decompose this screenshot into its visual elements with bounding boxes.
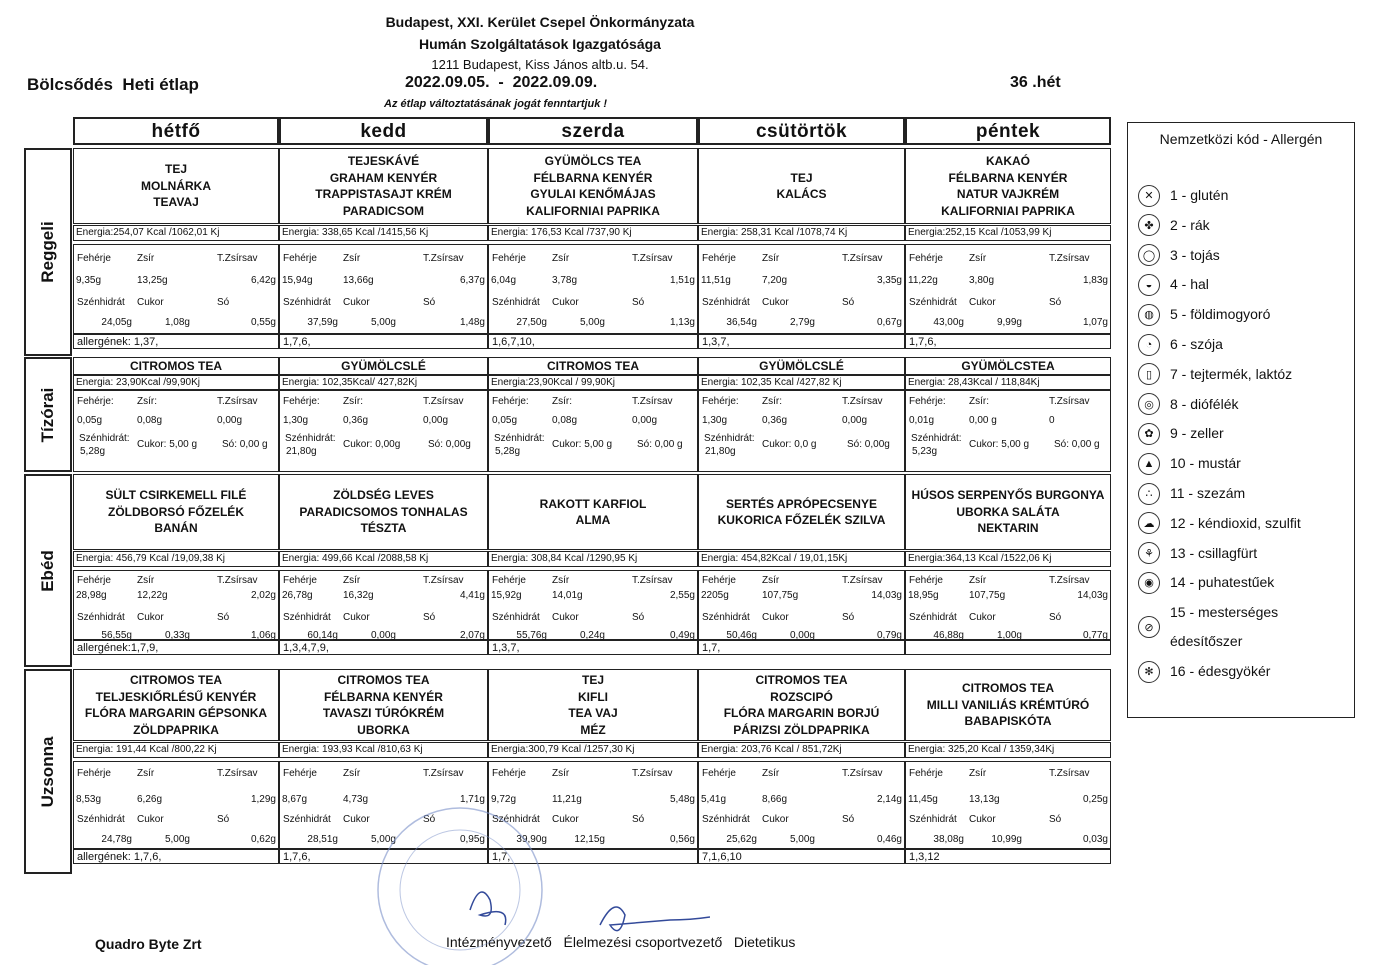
tfat-value: 2,55g [669, 590, 695, 601]
carb-value: 46,88g [933, 630, 964, 641]
carb-value: 5,28g [495, 446, 521, 457]
allergen-legend [1127, 122, 1355, 718]
tfat-value: 14,03g [871, 590, 902, 601]
sugar-value: 5,00g [579, 317, 605, 328]
carb-value: 5,28g [80, 446, 106, 457]
sugar-value: 0,00g [789, 630, 815, 641]
signature-labels: Intézményvezető Élelmezési csoportvezető Dietetikus [446, 934, 796, 950]
carb-value: 24,05g [101, 317, 132, 328]
legend-item: ◍ 5 - földimogyoró [1138, 300, 1270, 329]
protein-value: 0,01g [909, 415, 935, 426]
legend-item: ☁ 12 - kéndioxid, szulfit [1138, 509, 1301, 538]
legend-item: ✕ 1 - glutén [1138, 181, 1228, 210]
nutrition-box: Fehérje: Zsír: T.Zsírsav 0,01g 0,00 g 0 Szénhidrát: 5,23g Cukor: 5,00 g Só: 0,00 g [905, 390, 1111, 472]
salt-value: 1,06g [250, 630, 276, 641]
meal-label-reggeli: Reggeli [24, 148, 72, 356]
energy-row: Energia: 499,66 Kcal /2088,58 Kj [279, 551, 488, 567]
sugar-value: Cukor: 5,00 g [552, 439, 613, 450]
protein-value: 26,78g [282, 590, 313, 601]
licorice-icon: ✻ [1138, 661, 1160, 683]
salt-value: 0,67g [876, 317, 902, 328]
fat-value: 0,36g [343, 415, 369, 426]
salt-value: 1,07g [1082, 317, 1108, 328]
menu-ebed-1: ZÖLDSÉG LEVES PARADICSOMOS TONHALAS TÉSZTA [279, 474, 488, 550]
sugar-value: 5,00g [370, 834, 396, 845]
energy-row: Energia: 203,76 Kcal / 851,72Kj [698, 742, 905, 758]
fat-value: 14,01g [552, 590, 583, 601]
menu-reggeli-1: TEJESKÁVÉ GRAHAM KENYÉR TRAPPISTASAJT KRÉM PARADICSOM [279, 148, 488, 224]
energy-row: Energia: 454,82Kcal / 19,01,15Kj [698, 551, 905, 567]
allergen-row: 1,7,6, [279, 334, 488, 349]
protein-value: 9,72g [491, 794, 517, 805]
allergen-row: 7,1,6,10 [698, 849, 905, 864]
salt-value: Só: 0,00 g [1054, 439, 1100, 450]
sugar-value: 9,99g [996, 317, 1022, 328]
salt-value: 0,03g [1082, 834, 1108, 845]
crab-icon: ✤ [1138, 214, 1160, 236]
tfat-value: 0 [1049, 415, 1055, 426]
mollusc-icon: ◉ [1138, 572, 1160, 594]
energy-row: Energia:23,90Kcal / 99,90Kj [488, 375, 698, 390]
tfat-value: 1,83g [1082, 275, 1108, 286]
carb-value: 39,90g [516, 834, 547, 845]
day-header-3: csütörtök [698, 117, 905, 145]
salt-value: 1,48g [459, 317, 485, 328]
sugar-value: 5,00g [164, 834, 190, 845]
nutrition-box: Fehérje: Zsír: T.Zsírsav 0,05g 0,08g 0,00g Szénhidrát: 5,28g Cukor: 5,00 g Só: 0,00 g [488, 390, 698, 472]
fat-value: 16,32g [343, 590, 374, 601]
protein-value: 18,95g [908, 590, 939, 601]
protein-value: 9,35g [76, 275, 102, 286]
menu-tizorai-3: GYÜMÖLCSLÉ [698, 357, 905, 375]
legend-item: ◎ 8 - diófélék [1138, 390, 1238, 419]
sugar-value: 1,00g [996, 630, 1022, 641]
nutrition-box: Fehérje Zsír T.Zsírsav 11,22g 3,80g 1,83g Szénhidrát Cukor Só 43,00g 9,99g 1,07g [905, 244, 1111, 334]
day-header-2: szerda [488, 117, 698, 145]
menu-reggeli-2: GYÜMÖLCS TEA FÉLBARNA KENYÉR GYULAI KENŐMÁJAS KALIFORNIAI PAPRIKA [488, 148, 698, 224]
energy-row: Energia: 28,43Kcal / 118,84Kj [905, 375, 1111, 390]
carb-value: 21,80g [705, 446, 736, 457]
energy-row: Energia: 23,90Kcal /99,90Kj [73, 375, 279, 390]
nutrition-box: Fehérje Zsír T.Zsírsav 8,67g 4,73g 1,71g Szénhidrát Cukor Só 28,51g 5,00g 0,95g [279, 761, 488, 849]
legend-item: ∴ 11 - szezám [1138, 479, 1245, 508]
nutrition-box: Fehérje Zsír T.Zsírsav 28,98g 12,22g 2,02g Szénhidrát Cukor Só 56,55g 0,33g 1,06g [73, 570, 279, 640]
salt-value: 0,95g [459, 834, 485, 845]
protein-value: 2205g [701, 590, 729, 601]
tfat-value: 1,71g [459, 794, 485, 805]
celery-icon: ✿ [1138, 423, 1160, 445]
tfat-value: 6,37g [459, 275, 485, 286]
energy-row: Energia: 456,79 Kcal /19,09,38 Kj [73, 551, 279, 567]
energy-row: Energia: 325,20 Kcal / 1359,34Kj [905, 742, 1111, 758]
protein-value: 15,94g [282, 275, 313, 286]
sugar-value: 12,15g [574, 834, 605, 845]
salt-value: 0,56g [669, 834, 695, 845]
salt-value: 0,62g [250, 834, 276, 845]
menu-ebed-4: HÚSOS SERPENYŐS BURGONYA UBORKA SALÁTA NEKTARIN [905, 474, 1111, 550]
carb-value: 5,23g [912, 446, 938, 457]
energy-row: Energia: 102,35Kcal/ 427,82Kj [279, 375, 488, 390]
protein-value: 1,30g [702, 415, 728, 426]
legend-item: ✻ 16 - édesgyökér [1138, 657, 1270, 686]
lupin-icon: ⚘ [1138, 542, 1160, 564]
protein-value: 11,45g [908, 794, 938, 805]
week-number: 36 .hét [1010, 74, 1061, 91]
carb-value: 37,59g [307, 317, 338, 328]
tfat-value: 5,48g [669, 794, 695, 805]
energy-row: Energia:252,15 Kcal /1053,99 Kj [905, 225, 1111, 241]
tfat-value: 0,00g [632, 415, 658, 426]
menu-uzsonna-0: CITROMOS TEA TELJESKIŐRLÉSŰ KENYÉR FLÓRA MARGARIN GÉPSONKA ZÖLDPAPRIKA [73, 669, 279, 741]
fat-value: 3,78g [552, 275, 578, 286]
allergen-row: 1,7,6, [905, 334, 1111, 349]
protein-value: 28,98g [76, 590, 107, 601]
milk-icon: ▯ [1138, 363, 1160, 385]
allergen-row: 1,3,12 [905, 849, 1111, 864]
fat-value: 6,26g [137, 794, 163, 805]
allergen-row: 1,3,4,7,9, [279, 640, 488, 655]
sugar-value: 0,00g [370, 630, 396, 641]
fat-value: 13,13g [969, 794, 1000, 805]
allergen-row: allergének: 1,7,6, [73, 849, 279, 864]
energy-row: Energia:254,07 Kcal /1062,01 Kj [73, 225, 279, 241]
meal-label-ebed: Ebéd [24, 474, 72, 667]
fat-value: 0,36g [762, 415, 788, 426]
sugar-value: 1,08g [164, 317, 190, 328]
energy-row: Energia: 191,44 Kcal /800,22 Kj [73, 742, 279, 758]
sugar-value: Cukor: 5,00 g [137, 439, 198, 450]
tfat-value: 0,25g [1082, 794, 1108, 805]
menu-uzsonna-2: TEJ KIFLI TEA VAJ MÉZ [488, 669, 698, 741]
sweetener-icon: ⊘ [1138, 616, 1160, 638]
nutrition-box: Fehérje Zsír T.Zsírsav 15,92g 14,01g 2,55g Szénhidrát Cukor Só 55,76g 0,24g 0,49g [488, 570, 698, 640]
allergen-row: 1,7,6, [279, 849, 488, 864]
meal-label-uzsonna: Uzsonna [24, 669, 72, 874]
carb-value: 36,54g [726, 317, 757, 328]
energy-row: Energia: 102,35 Kcal /427,82 Kj [698, 375, 905, 390]
tfat-value: 2,14g [876, 794, 902, 805]
protein-value: 1,30g [283, 415, 309, 426]
protein-value: 8,67g [282, 794, 308, 805]
energy-row: Energia: 193,93 Kcal /810,63 Kj [279, 742, 488, 758]
nutrition-box: Fehérje Zsír T.Zsírsav 8,53g 6,26g 1,29g Szénhidrát Cukor Só 24,78g 5,00g 0,62g [73, 761, 279, 849]
wheat-icon: ✕ [1138, 185, 1160, 207]
carb-value: 27,50g [516, 317, 547, 328]
department-name: Humán Szolgáltatások Igazgatósága [419, 36, 661, 52]
nutrition-box: Fehérje Zsír T.Zsírsav 5,41g 8,66g 2,14g Szénhidrát Cukor Só 25,62g 5,00g 0,46g [698, 761, 905, 849]
nutrition-box: Fehérje Zsír T.Zsírsav 15,94g 13,66g 6,37g Szénhidrát Cukor Só 37,59g 5,00g 1,48g [279, 244, 488, 334]
sugar-value: 0,33g [164, 630, 190, 641]
carb-value: 28,51g [307, 834, 338, 845]
nutrition-box: Fehérje: Zsír: T.Zsírsav 0,05g 0,08g 0,00g Szénhidrát: 5,28g Cukor: 5,00 g Só: 0,00 g [73, 390, 279, 472]
legend-item: ⚘ 13 - csillagfürt [1138, 539, 1257, 568]
carb-value: 25,62g [726, 834, 757, 845]
tfat-value: 1,29g [250, 794, 276, 805]
salt-value: 0,46g [876, 834, 902, 845]
legend-item: ⊘ 15 - mesterséges édesítőszer [1138, 598, 1278, 656]
tfat-value: 2,02g [250, 590, 276, 601]
day-header-4: péntek [905, 117, 1111, 145]
carb-value: 60,14g [307, 630, 338, 641]
nutrition-box: Fehérje Zsír T.Zsírsav 11,51g 7,20g 3,35g Szénhidrát Cukor Só 36,54g 2,79g 0,67g [698, 244, 905, 334]
legend-item: ▯ 7 - tejtermék, laktóz [1138, 360, 1292, 389]
peanut-icon: ◍ [1138, 304, 1160, 326]
sulfite-icon: ☁ [1138, 512, 1160, 534]
sesame-icon: ∴ [1138, 483, 1160, 505]
salt-value: Só: 0,00g [847, 439, 890, 450]
protein-value: 0,05g [492, 415, 518, 426]
allergen-row: allergének: 1,37, [73, 334, 279, 349]
menu-ebed-2: RAKOTT KARFIOL ALMA [488, 474, 698, 550]
fat-value: 4,73g [343, 794, 369, 805]
legend-item: ◔ 6 - szója [1138, 330, 1223, 359]
fish-icon: ◒ [1138, 274, 1160, 296]
allergen-row: 1,3,7, [488, 640, 698, 655]
fat-value: 0,08g [552, 415, 578, 426]
official-stamp [360, 790, 560, 965]
energy-row: Energia: 338,65 Kcal /1415,56 Kj [279, 225, 488, 241]
salt-value: Só: 0,00 g [637, 439, 683, 450]
nutrition-box: Fehérje Zsír T.Zsírsav 6,04g 3,78g 1,51g Szénhidrát Cukor Só 27,50g 5,00g 1,13g [488, 244, 698, 334]
tfat-value: 1,51g [669, 275, 695, 286]
allergen-row: allergének:1,7,9, [73, 640, 279, 655]
sugar-value: 5,00g [370, 317, 396, 328]
menu-tizorai-2: CITROMOS TEA [488, 357, 698, 375]
nut-icon: ◎ [1138, 393, 1160, 415]
sugar-value: Cukor: 0,0 g [762, 439, 817, 450]
tfat-value: 0,00g [217, 415, 243, 426]
energy-row: Energia: 308,84 Kcal /1290,95 Kj [488, 551, 698, 567]
fat-value: 0,00 g [969, 415, 997, 426]
tfat-value: 6,42g [250, 275, 276, 286]
tfat-value: 4,41g [459, 590, 485, 601]
legend-title: Nemzetközi kód - Allergén [1159, 131, 1323, 147]
energy-row: Energia: 258,31 Kcal /1078,74 Kj [698, 225, 905, 241]
menu-reggeli-3: TEJ KALÁCS [698, 148, 905, 224]
date-range: 2022.09.05. - 2022.09.09. [405, 74, 598, 91]
company-name: Quadro Byte Zrt [95, 936, 202, 952]
nutrition-box: Fehérje Zsír T.Zsírsav 2205g 107,75g 14,03g Szénhidrát Cukor Só 50,46g 0,00g 0,79g [698, 570, 905, 640]
salt-value: 2,07g [459, 630, 485, 641]
fat-value: 13,25g [137, 275, 168, 286]
sugar-value: 0,24g [579, 630, 605, 641]
menu-reggeli-0: TEJ MOLNÁRKA TEAVAJ [73, 148, 279, 224]
tfat-value: 14,03g [1077, 590, 1108, 601]
fat-value: 3,80g [969, 275, 995, 286]
salt-value: 0,79g [876, 630, 902, 641]
salt-value: 0,55g [250, 317, 276, 328]
allergen-row [905, 640, 1111, 655]
tfat-value: 0,00g [842, 415, 868, 426]
energy-row: Energia:364,13 Kcal /1522,06 Kj [905, 551, 1111, 567]
salt-value: 0,77g [1082, 630, 1108, 641]
nutrition-box: Fehérje Zsír T.Zsírsav 18,95g 107,75g 14,03g Szénhidrát Cukor Só 46,88g 1,00g 0,77g [905, 570, 1111, 640]
protein-value: 11,51g [701, 275, 731, 286]
signature [580, 885, 710, 955]
carb-value: 21,80g [286, 446, 317, 457]
fat-value: 8,66g [762, 794, 788, 805]
salt-value: Só: 0,00g [428, 439, 471, 450]
nutrition-box: Fehérje Zsír T.Zsírsav 26,78g 16,32g 4,41g Szénhidrát Cukor Só 60,14g 0,00g 2,07g [279, 570, 488, 640]
fat-value: 11,21g [552, 794, 582, 805]
menu-tizorai-4: GYÜMÖLCSTEA [905, 357, 1111, 375]
protein-value: 8,53g [76, 794, 102, 805]
allergen-row: 1,3,7, [698, 334, 905, 349]
nutrition-box: Fehérje Zsír T.Zsírsav 9,35g 13,25g 6,42g Szénhidrát Cukor Só 24,05g 1,08g 0,55g [73, 244, 279, 334]
address: 1211 Budapest, Kiss János altb.u. 54. [431, 57, 649, 72]
legend-item: ✤ 2 - rák [1138, 211, 1210, 240]
mustard-icon: ▲ [1138, 453, 1160, 475]
menu-reggeli-4: KAKAÓ FÉLBARNA KENYÉR NATUR VAJKRÉM KALIFORNIAI PAPRIKA [905, 148, 1111, 224]
carb-value: 43,00g [933, 317, 964, 328]
energy-row: Energia: 176,53 Kcal /737,90 Kj [488, 225, 698, 241]
fat-value: 107,75g [969, 590, 1006, 601]
carb-value: 24,78g [101, 834, 132, 845]
disclaimer: Az étlap változtatásának jogát fenntartjuk ! [384, 98, 608, 110]
menu-tizorai-1: GYÜMÖLCSLÉ [279, 357, 488, 375]
fat-value: 7,20g [762, 275, 788, 286]
sugar-value: 5,00g [789, 834, 815, 845]
tfat-value: 3,35g [876, 275, 902, 286]
energy-row: Energia:300,79 Kcal /1257,30 Kj [488, 742, 698, 758]
sugar-value: 2,79g [789, 317, 815, 328]
nutrition-box: Fehérje Zsír T.Zsírsav 9,72g 11,21g 5,48g Szénhidrát Cukor Só 39,90g 12,15g 0,56g [488, 761, 698, 849]
legend-item: ◯ 3 - tojás [1138, 241, 1220, 270]
sugar-value: 10,99g [991, 834, 1022, 845]
legend-item: ◉ 14 - puhatestűek [1138, 568, 1274, 597]
carb-value: 56,55g [101, 630, 132, 641]
menu-ebed-0: SÜLT CSIRKEMELL FILÉ ZÖLDBORSÓ FŐZELÉK BANÁN [73, 474, 279, 550]
legend-item: ▲ 10 - mustár [1138, 449, 1241, 478]
carb-value: 50,46g [726, 630, 757, 641]
carb-value: 55,76g [516, 630, 547, 641]
nutrition-box: Fehérje: Zsír: T.Zsírsav 1,30g 0,36g 0,00g Szénhidrát: 21,80g Cukor: 0,0 g Só: 0,00g [698, 390, 905, 472]
nutrition-box: Fehérje Zsír T.Zsírsav 11,45g 13,13g 0,25g Szénhidrát Cukor Só 38,08g 10,99g 0,03g [905, 761, 1111, 849]
tfat-value: 0,00g [423, 415, 449, 426]
allergen-row: 1,6,7,10, [488, 334, 698, 349]
fat-value: 12,22g [137, 590, 168, 601]
nutrition-box: Fehérje: Zsír: T.Zsírsav 1,30g 0,36g 0,00g Szénhidrát: 21,80g Cukor: 0,00g Só: 0,00g [279, 390, 488, 472]
protein-value: 0,05g [77, 415, 103, 426]
protein-value: 6,04g [491, 275, 517, 286]
protein-value: 15,92g [491, 590, 522, 601]
day-header-0: hétfő [73, 117, 279, 145]
menu-ebed-3: SERTÉS APRÓPECSENYE KUKORICA FŐZELÉK SZILVA [698, 474, 905, 550]
protein-value: 11,22g [908, 275, 938, 286]
meal-label-tizorai: Tízórai [24, 357, 72, 472]
menu-uzsonna-4: CITROMOS TEA MILLI VANILIÁS KRÉMTÚRÓ BABAPISKÓTA [905, 669, 1111, 741]
soy-icon: ◔ [1138, 334, 1160, 356]
salt-value: 0,49g [669, 630, 695, 641]
sugar-value: Cukor: 5,00 g [969, 439, 1030, 450]
allergen-row: 1,7, [488, 849, 698, 864]
salt-value: Só: 0,00 g [222, 439, 268, 450]
menu-uzsonna-1: CITROMOS TEA FÉLBARNA KENYÉR TAVASZI TÚRÓKRÉM UBORKA [279, 669, 488, 741]
legend-item: ✿ 9 - zeller [1138, 419, 1224, 448]
fat-value: 0,08g [137, 415, 163, 426]
fat-value: 107,75g [762, 590, 799, 601]
sugar-value: Cukor: 0,00g [343, 439, 401, 450]
carb-value: 38,08g [933, 834, 964, 845]
protein-value: 5,41g [701, 794, 727, 805]
org-name: Budapest, XXI. Kerület Csepel Önkormányzata [385, 14, 695, 30]
allergen-row: 1,7, [698, 640, 905, 655]
egg-icon: ◯ [1138, 244, 1160, 266]
menu-uzsonna-3: CITROMOS TEA ROZSCIPÓ FLÓRA MARGARIN BORJÚ PÁRIZSI ZÖLDPAPRIKA [698, 669, 905, 741]
day-header-1: kedd [279, 117, 488, 145]
page-title: Bölcsődés Heti étlap [27, 75, 199, 94]
salt-value: 1,13g [669, 317, 695, 328]
menu-tizorai-0: CITROMOS TEA [73, 357, 279, 375]
legend-item: ◒ 4 - hal [1138, 270, 1209, 299]
fat-value: 13,66g [343, 275, 374, 286]
